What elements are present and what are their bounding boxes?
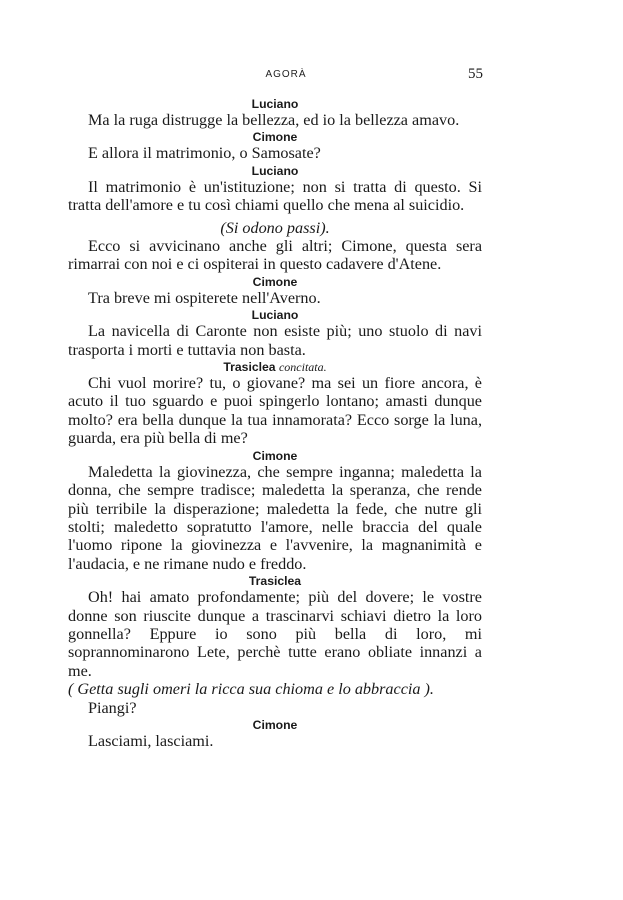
speaker-direction: concitata. [278,360,327,375]
line-luciano-2b: Ecco si avvicinano anche gli altri; Cimone, questa sera rimarrai con noi e ci ospiterai in questo cadavere d'Atene. [68,237,482,274]
speaker-cimone-3: Cimone [252,448,298,463]
speaker-cimone-1: Cimone [252,130,298,145]
line-cimone-4: Lasciami, lasciami. [88,731,214,750]
line-trasiclea-1: Chi vuol morire? tu, o giovane? ma sei un fiore ancora, è acuto il tuo sguardo e puoi spingerlo lontano; amasti dunque molto? era bella dunque la tua innamorata? Ecco sorge la luna, guarda, era più bella di me? [68,374,482,448]
speaker-trasiclea-1 [68,360,482,374]
speaker-cimone-4: Cimone [252,717,298,732]
line-cimone-1: E allora il matrimonio, o Samosate? [88,144,321,163]
running-head: AGORÀ [265,69,307,80]
line-trasiclea-2b: Piangi? [88,698,137,717]
line-cimone-2: Tra breve mi ospiterete nell'Averno. [88,288,321,307]
speaker-luciano-1: Luciano [251,97,299,111]
speaker-trasiclea-2: Trasiclea [248,574,302,589]
line-cimone-3: Maledetta la giovinezza, che sempre inganna; maledetta la donna, che sempre tradisce; maledetta la speranza, che rende più terribile la disperazione; maledetta la fede, che nutre gli stolti; maledetto sopratutto l'amore, nelle braccia del quale l'uomo ripone la giovinezza e l'avvenire, la magnanimità e l'audacia, e ne rimane nudo e freddo. [68,462,482,573]
stage-direction-passi: (Si odono passi). [220,218,330,237]
speaker-luciano-2: Luciano [251,163,299,178]
line-luciano-1: Ma la ruga distrugge la bellezza, ed io la bellezza amavo. [88,111,460,129]
line-luciano-3: La navicella di Caronte non esiste più; uno stuolo di navi trasporta i morti e tuttavia non basta. [68,322,482,359]
stage-direction-abbraccia: ( Getta sugli omeri la ricca sua chioma e lo abbraccia ). [68,680,434,699]
speaker-cimone-2: Cimone [252,274,298,289]
speaker-luciano-3: Luciano [251,308,299,323]
line-luciano-2: Il matrimonio è un'istituzione; non si tratta di questo. Si tratta dell'amore e tu così chiami quello che mena al suicidio. [68,177,482,215]
speaker-name: Trasiclea [223,360,276,375]
play-text [68,96,482,750]
line-trasiclea-2: Oh! hai amato profondamente; più del dovere; le vostre donne son riuscite dunque a trascinarvi schiavi dietro la loro gonnella? Eppure io sono più bella di loro, mi soprannominarono Lete, perchè tutte erano obliate innanzi a me. [68,588,482,680]
page-number: 55 [468,66,483,82]
